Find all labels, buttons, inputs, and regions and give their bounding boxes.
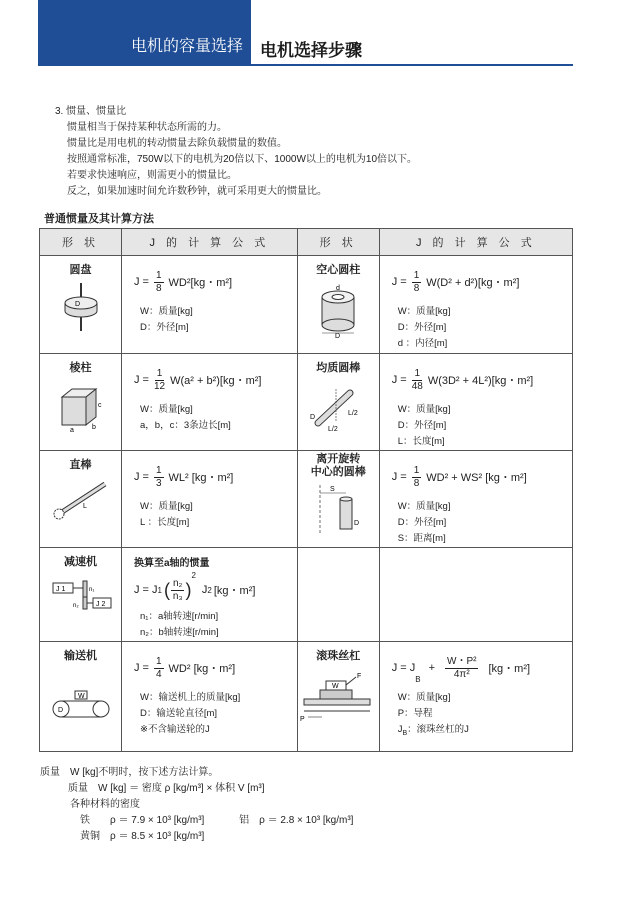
frac-den: 4 xyxy=(155,668,162,680)
frac-num: 1 xyxy=(414,367,421,379)
eq-lhs: J = xyxy=(391,374,407,386)
eq-sub: B xyxy=(415,675,421,684)
fraction xyxy=(412,465,422,490)
variable-def: L ：长度[m] xyxy=(140,517,190,528)
variable-def: D：外径[m] xyxy=(140,322,189,333)
formula xyxy=(392,266,572,298)
col-shape: 形 状 xyxy=(297,229,379,256)
eq-rhs: W(a² + b²)[kg・m²] xyxy=(170,375,262,387)
label-d: d xyxy=(336,285,341,292)
label-D: D xyxy=(57,707,63,714)
density-brass: 黄铜 ρ ＝ 8.5 × 10³ [kg/m³] xyxy=(80,831,205,842)
density-iron: 铁 ρ ＝ 7.9 × 10³ [kg/m³] xyxy=(80,815,205,826)
variable-def: L：长度[m] xyxy=(397,436,445,447)
hollow-cylinder-diagram xyxy=(313,283,363,339)
table-row xyxy=(40,548,573,642)
formula-cell xyxy=(379,354,572,451)
variable-def: D：输送轮直径[m] xyxy=(140,708,218,719)
label-D: D xyxy=(74,301,80,308)
frac-num: 1 xyxy=(413,464,420,476)
variable-def: a，b，c：3条边长[m] xyxy=(140,420,231,431)
eq-rhs: [kg・m²] xyxy=(213,585,256,597)
variable-def: D：外径[m] xyxy=(397,420,447,431)
frac-num: n₂ xyxy=(173,577,183,589)
col-formula: J 的 计 算 公 式 xyxy=(379,229,572,256)
variable-def: P：导程 xyxy=(397,708,433,719)
section-line: 若要求快速响应，则需更小的惯量比。 xyxy=(67,170,237,181)
offset-rod-diagram xyxy=(310,485,366,539)
variable-list xyxy=(392,499,572,547)
shape-name: 均质圆棒 xyxy=(316,362,361,374)
section-line: 惯量比是用电机的转动惯量去除负载惯量的数值。 xyxy=(67,138,287,149)
formula xyxy=(134,364,297,396)
label-n1: n₁ xyxy=(88,587,94,593)
shape-name: 圆盘 xyxy=(69,264,92,276)
shape-name: 滚珠丝杠 xyxy=(316,650,361,662)
formula xyxy=(392,652,572,684)
table-row xyxy=(40,642,573,752)
frac-den: 12 xyxy=(153,380,166,392)
mass-note xyxy=(40,765,353,845)
fraction xyxy=(412,270,422,295)
shape-name: 减速机 xyxy=(64,556,97,568)
shape-name: 棱柱 xyxy=(69,362,92,374)
frac-den: 8 xyxy=(413,477,420,489)
formula xyxy=(134,571,297,609)
fraction xyxy=(154,368,165,393)
formula-cell xyxy=(379,451,572,548)
variable-def xyxy=(398,722,572,742)
section-line: 按照通常标准，750W以下的电机为20倍以下、1000W以上的电机为10倍以下。 xyxy=(67,154,418,165)
straight-rod-diagram xyxy=(49,478,113,524)
eq-plus: + xyxy=(428,662,436,674)
label-F: F xyxy=(357,673,362,680)
label-S: S xyxy=(330,486,335,493)
eq-lhs: J = xyxy=(134,374,149,386)
var-symbol: J xyxy=(397,724,403,735)
density-row xyxy=(40,813,353,829)
shape-name: 空心圆柱 xyxy=(316,264,361,276)
eq-rhs: W(D² + d²)[kg・m²] xyxy=(426,277,520,289)
label-W: W xyxy=(77,693,85,700)
eq-lhs: J = xyxy=(134,471,149,483)
variable-list xyxy=(134,609,297,641)
section-heading: 3. 惯量、惯量比 xyxy=(55,106,127,117)
variable-def: D：外径[m] xyxy=(397,517,447,528)
eq-rhs: WL² [kg・m²] xyxy=(168,472,234,484)
eq-lhs: J = xyxy=(391,276,407,288)
frac-num: W・P² xyxy=(447,655,477,667)
eq-sub: 2 xyxy=(207,585,212,595)
fraction xyxy=(154,270,164,295)
variable-list xyxy=(392,402,572,450)
eq-rhs: WD² + WS² [kg・m²] xyxy=(426,472,527,484)
frac-num: 1 xyxy=(413,269,420,281)
eq-rhs: [kg・m²] xyxy=(488,663,531,675)
fraction xyxy=(171,578,184,603)
uniform-rod-diagram xyxy=(310,381,366,433)
ballscrew-diagram xyxy=(300,669,376,725)
table-row xyxy=(40,451,573,548)
eq-term: J xyxy=(201,584,208,596)
formula-cell xyxy=(122,256,298,354)
fraction xyxy=(154,656,164,681)
fraction xyxy=(154,465,164,490)
col-shape: 形 状 xyxy=(40,229,122,256)
shape-cell xyxy=(40,256,122,354)
variable-def: ※不含输送轮的J xyxy=(140,724,210,735)
inertia-table xyxy=(39,228,573,752)
shape-cell xyxy=(297,451,379,548)
reducer-diagram xyxy=(49,575,113,619)
variable-def: W：质量[kg] xyxy=(140,404,193,415)
variable-def: D：外径[m] xyxy=(397,322,447,333)
formula xyxy=(134,266,297,298)
variable-def: W：质量[kg] xyxy=(397,692,451,703)
frac-den: 3 xyxy=(155,477,162,489)
frac-num: 1 xyxy=(155,655,162,667)
formula-cell xyxy=(379,642,572,752)
label-L: L xyxy=(82,503,87,510)
page-header xyxy=(0,0,640,66)
variable-def: S：距离[m] xyxy=(397,533,446,544)
frac-num: 1 xyxy=(155,269,162,281)
section-inertia xyxy=(55,104,417,200)
variable-def: W：质量[kg] xyxy=(397,404,451,415)
variable-def: W：质量[kg] xyxy=(140,306,193,317)
variable-def: n₁：a轴转速[r/min] xyxy=(140,611,219,622)
shape-name: 离开旋转 中心的圆棒 xyxy=(310,453,366,478)
shape-cell xyxy=(297,642,379,752)
label-D: D xyxy=(354,520,360,527)
disc-diagram xyxy=(61,283,101,331)
table-header-row xyxy=(40,229,573,256)
shape-cell xyxy=(40,548,122,642)
formula xyxy=(392,364,572,396)
variable-def: W：质量[kg] xyxy=(397,501,451,512)
conveyor-diagram xyxy=(49,669,113,729)
label-D: D xyxy=(310,414,316,421)
variable-list xyxy=(134,499,297,531)
eq-exp: 2 xyxy=(191,571,196,580)
paren-open: ( xyxy=(164,579,170,600)
frac-den: 48 xyxy=(411,380,423,392)
section-line: 惯量相当于保持某种状态所需的力。 xyxy=(67,122,227,133)
label-c: c xyxy=(97,402,101,409)
formula-subtitle: 换算至a轴的惯量 xyxy=(134,558,210,569)
frac-num: 1 xyxy=(155,464,162,476)
empty-cell xyxy=(379,548,572,642)
variable-def: n₂：b轴转速[r/min] xyxy=(140,627,219,638)
eq-rhs: W(3D² + 4L²)[kg・m²] xyxy=(427,375,534,387)
header-section-tab xyxy=(38,0,251,64)
empty-cell xyxy=(297,548,379,642)
table-caption: 普通惯量及其计算方法 xyxy=(44,213,154,225)
variable-list xyxy=(392,304,572,352)
var-desc: ：滚珠丝杠的J xyxy=(407,724,469,735)
variable-def: d ：内径[m] xyxy=(397,338,448,349)
shape-cell xyxy=(297,256,379,354)
formula-cell xyxy=(122,642,298,752)
variable-def: W：质量[kg] xyxy=(140,501,193,512)
formula xyxy=(392,461,572,493)
formula-cell xyxy=(122,451,298,548)
frac-den: n₃ xyxy=(172,590,183,602)
label-W: W xyxy=(332,683,339,690)
shape-cell xyxy=(40,451,122,548)
label-a: a xyxy=(69,427,74,433)
col-formula: J 的 计 算 公 式 xyxy=(122,229,298,256)
note-line: 各种材料的密度 xyxy=(70,799,140,810)
density-aluminum: 铝 ρ ＝ 2.8 × 10³ [kg/m³] xyxy=(239,815,354,826)
shape-cell xyxy=(40,354,122,451)
paren-close: ) xyxy=(185,579,192,600)
eq-lhs: J = xyxy=(391,471,407,483)
eq-sub: 1 xyxy=(157,585,162,595)
eq-rhs: WD²[kg・m²] xyxy=(168,277,233,289)
shape-cell xyxy=(297,354,379,451)
label-b: b xyxy=(91,424,96,431)
section-line: 反之，如果加速时间允许数秒钟，就可采用更大的惯量比。 xyxy=(67,186,327,197)
frac-num: 1 xyxy=(156,367,163,379)
formula xyxy=(134,461,297,493)
fraction xyxy=(445,656,478,681)
variable-list xyxy=(392,690,572,742)
header-rule xyxy=(38,64,573,66)
eq-lhs: J = J xyxy=(134,584,158,596)
frac-den: 8 xyxy=(155,282,162,294)
eq-lhs: J = xyxy=(134,662,149,674)
variable-list xyxy=(134,402,297,434)
formula-cell xyxy=(122,354,298,451)
formula-cell xyxy=(379,256,572,354)
label-n2: n₂ xyxy=(72,603,79,609)
variable-list xyxy=(134,690,297,738)
table-row xyxy=(40,354,573,451)
eq-rhs: WD² [kg・m²] xyxy=(168,663,236,675)
shape-cell xyxy=(40,642,122,752)
fraction xyxy=(412,368,423,393)
variable-def: W：质量[kg] xyxy=(397,306,451,317)
note-line: 质量 W [kg]不明时，按下述方法计算。 xyxy=(40,767,219,778)
variable-list xyxy=(134,304,297,336)
label-L2: L/2 xyxy=(328,426,338,433)
label-J2: J 2 xyxy=(95,601,105,608)
label-L2: L/2 xyxy=(348,410,358,417)
shape-name: 输送机 xyxy=(64,650,97,662)
label-D: D xyxy=(335,333,341,339)
var-subscript: B xyxy=(402,729,408,737)
eq-lhs: J = J xyxy=(391,662,416,674)
variable-def: W：输送机上的质量[kg] xyxy=(140,692,241,703)
eq-lhs: J = xyxy=(134,276,149,288)
label-J1: J 1 xyxy=(55,586,65,593)
page-title: 电机选择步骤 xyxy=(260,41,362,60)
frac-den: 8 xyxy=(413,282,420,294)
header-section-label: 电机的容量选择 xyxy=(130,38,243,55)
table-row xyxy=(40,256,573,354)
shape-name: 直棒 xyxy=(69,459,92,471)
formula xyxy=(134,652,297,684)
formula-cell xyxy=(122,548,298,642)
label-P: P xyxy=(300,716,305,723)
frac-den: 4π² xyxy=(453,668,470,680)
prism-diagram xyxy=(56,381,106,433)
note-line: 质量 W [kg] ＝ 密度 ρ [kg/m³] × 体积 V [m³] xyxy=(68,783,265,794)
